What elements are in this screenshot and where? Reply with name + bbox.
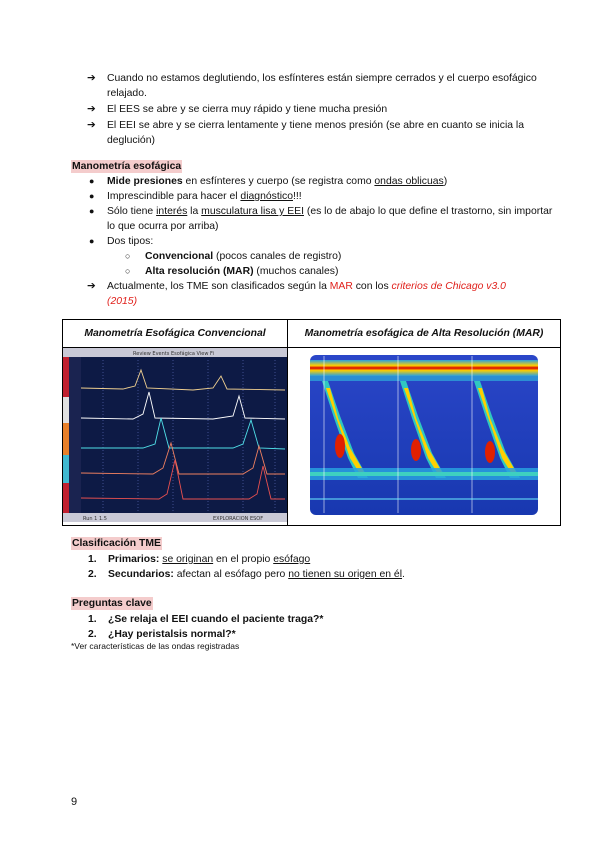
circle-bullet-icon: ○ (125, 251, 131, 261)
list-item: ● Dos tipos: (89, 236, 154, 247)
list-item: 2. Secundarios: afectan al esófago pero no tienen su origen en él. (88, 569, 405, 580)
list-item: ● Sólo tiene interés la musculatura lisa y EEI (es lo de abajo lo que define el trastorno, sin importar lo que ocurra por arriba) (89, 206, 553, 232)
manometria-list (83, 174, 553, 310)
manometria-heading: Manometría esofágica (72, 161, 182, 172)
right-image-cell (288, 348, 561, 526)
footnote: *Ver características de las ondas registradas (71, 641, 240, 651)
list-item: ➔ Cuando no estamos deglutiendo, los esfínteres están siempre cerrados y el cuerpo esofágico relajado. (87, 73, 537, 99)
left-caption: Manometría Esofágica Convencional (84, 328, 266, 339)
circle-bullet-icon: ○ (125, 266, 131, 276)
right-caption: Manometría esofágica de Alta Resolución (MAR) (304, 328, 544, 339)
page-number: 9 (71, 796, 78, 808)
list-item: ● Imprescindible para hacer el diagnóstico!!! (89, 191, 302, 202)
arrow-icon: ➔ (87, 281, 96, 292)
list-item: ➔ El EES se abre y se cierra muy rápido y tiene mucha presión (87, 104, 388, 115)
conv-header-text: Review Events Esofágica View Fi (133, 351, 214, 357)
left-image-cell (63, 348, 288, 526)
conventional-manometry-image (63, 348, 287, 522)
high-resolution-manometry-image (288, 348, 560, 522)
bullet-icon: ● (89, 176, 95, 186)
right-caption-cell (288, 320, 561, 348)
preguntas-list (88, 612, 528, 642)
clasificacion-heading: Clasificación TME (72, 538, 161, 549)
figure-table (62, 319, 561, 526)
sub-list-item: ○ Alta resolución (MAR) (muchos canales) (125, 266, 339, 277)
conv-footer-left: Run 1 1.5 (83, 516, 107, 522)
bullet-icon: ● (89, 206, 95, 216)
list-item: 2. ¿Hay peristalsis normal?* (88, 629, 236, 640)
conv-footer-right: EXPLORACION ESOF (213, 516, 264, 522)
list-item: ➔ Actualmente, los TME son clasificados según la MAR con los criterios de Chicago v3.0 (2015) (87, 281, 506, 307)
bullet-icon: ● (89, 236, 95, 246)
arrow-icon: ➔ (87, 104, 96, 115)
list-item: ● Mide presiones en esfínteres y cuerpo (se registra como ondas oblicuas) (89, 176, 448, 187)
arrow-icon: ➔ (87, 73, 96, 84)
list-item: 1. Primarios: se originan en el propio esófago (88, 554, 311, 565)
preguntas-heading: Preguntas clave (72, 598, 152, 609)
intro-list (87, 71, 547, 149)
list-item: 1. ¿Se relaja el EEI cuando el paciente traga?* (88, 614, 324, 625)
sub-list-item: ○ Convencional (pocos canales de registro) (125, 251, 342, 262)
arrow-icon: ➔ (87, 120, 96, 131)
bullet-icon: ● (89, 191, 95, 201)
list-item: ➔ El EEI se abre y se cierra lentamente y tiene menos presión (se abre en cuanto se inicia la deglución) (87, 120, 525, 146)
left-caption-cell (63, 320, 288, 348)
clasificacion-list (88, 552, 528, 582)
